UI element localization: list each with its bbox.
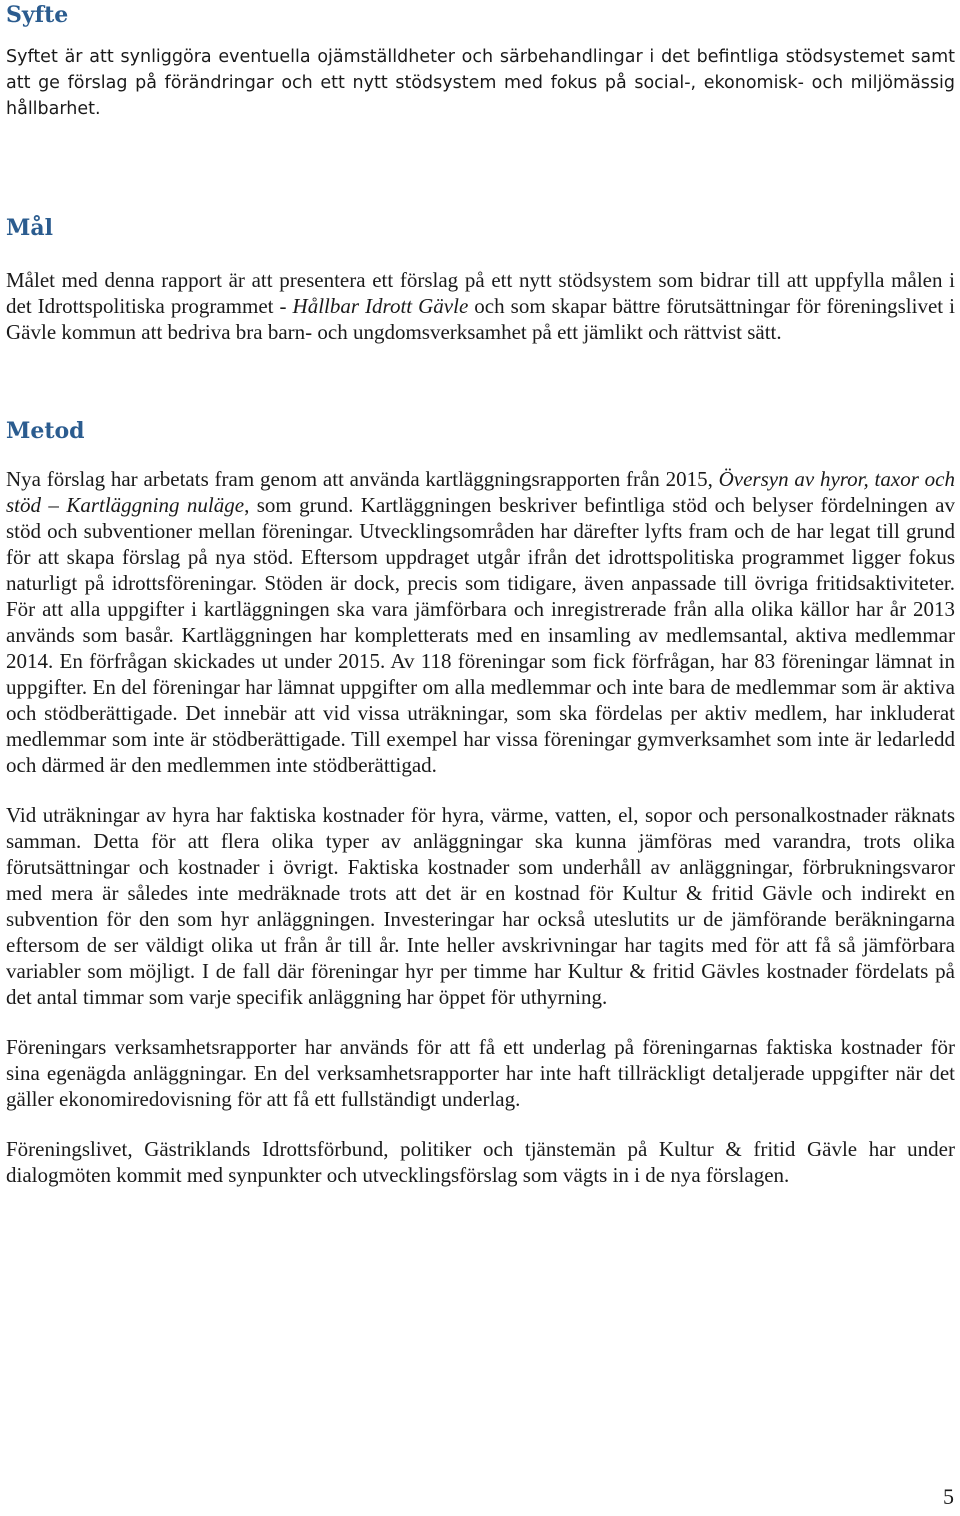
paragraph-metod-4: Föreningslivet, Gästriklands Idrottsförbund, politiker och tjänstemän på Kultur & fritid Gävle har under dialogmöten kommit med synpunkter och utvecklingsförslag som vägts in i de nya förslagen.: [6, 1137, 955, 1187]
heading-mal-text: Mål: [6, 215, 53, 241]
page-number: 5: [943, 1484, 954, 1509]
paragraph-metod-2: Vid uträkningar av hyra har faktiska kostnader för hyra, värme, vatten, el, sopor och personalkostnader räknats samman. Detta för att flera olika typer av anläggningar ska kunna jämföras med varandra, trots olika förutsättningar och kostnader i övrigt. Faktiska kostnader som underhåll av anläggningar, förbrukningsvaror med mera är således inte medräknade trots att det är en kostnad för Kultur & fritid Gävle och indirekt en subvention för den som hyr anläggningen. Investeringar har också uteslutits ur de jämförande beräkningarna eftersom de ser väldigt olika ut från år till år. Inte heller avskrivningar har tagits med för att få så jämförbara variabler som möjligt. I de fall där föreningar hyr per timme har Kultur & fritid Gävles kostnader fördelats på det antal timmar som varje specifik anläggning har öppet för uthyrning.: [6, 803, 955, 1009]
metod-p1-before: Nya förslag har arbetats fram genom att använda kartläggningsrapporten från 2015,: [6, 467, 719, 491]
paragraph-metod-1: [6, 466, 955, 778]
mal-text-italic: Hållbar Idrott Gävle: [292, 294, 469, 318]
heading-mal: [6, 213, 955, 243]
mal-text-after: och som skapar bättre förutsättningar för föreningslivet i Gävle kommun att bedriva bra barn- och ungdomsverksamhet på ett jämlikt och rättvist sätt.: [6, 294, 955, 344]
heading-metod: Metod: [6, 418, 85, 444]
paragraph-metod-3: Föreningars verksamhetsrapporter har används för att få ett underlag på föreningarnas faktiska kostnader för sina egenägda anläggningar. En del verksamhetsrapporter har inte haft tillräckligt detaljerade uppgifter när det gäller ekonomiredovisning för att få ett fullständigt underlag.: [6, 1035, 955, 1111]
paragraph-mal: [6, 267, 955, 345]
metod-p1-italic: Översyn av hyror, taxor och stöd – Kartläggning nuläge: [6, 467, 955, 517]
paragraph-syfte: Syftet är att synliggöra eventuella ojämställdheter och särbehandlingar i det befintliga stödsystemet samt att ge förslag på förändringar och ett nytt stödsystem med fokus på social-, ekonomisk- och miljömässig hållbarhet.: [6, 47, 955, 119]
heading-syfte: Syfte: [6, 2, 69, 28]
metod-p1-after: , som grund. Kartläggningen beskriver befintliga stöd och belyser fördelningen av stöd och subventioner mellan föreningar. Utvecklingsområden har därefter lyfts fram och de har legat till grund för att skapa förslag på nya stöd. Eftersom uppdraget utgår ifrån det idrottspolitiska programmet ligger fokus naturligt på idrottsföreningar. Stöden är dock, precis som tidigare, även anpassade till övriga fritidsaktiviteter. För att alla uppgifter i kartläggningen ska vara jämförbara och inregistrerade från alla olika källor har år 2013 används som basår. Kartläggningen har kompletterats med en insamling av medlemsantal, aktiva medlemmar 2014. En förfrågan skickades ut under 2015. Av 118 föreningar som fick förfrågan, har 83 föreningar lämnat in uppgifter. En del föreningar har lämnat uppgifter om alla medlemmar och inte bara de medlemmar som är aktiva och stödberättigade. Det innebär att vid vissa uträkningar, som ska fördelas per aktiv medlem, har inkluderat medlemmar som inte är stödberättigade. Till exempel har vissa föreningar gymverksamhet som inte är ledarledd och därmed är den medlemmen inte stödberättigad.: [6, 493, 955, 777]
document-page: [6, 0, 955, 1188]
mal-text-before: Målet med denna rapport är att presentera ett förslag på ett nytt stödsystem som bidrar till att uppfylla målen i det Idrottspolitiska programmet -: [6, 268, 955, 318]
